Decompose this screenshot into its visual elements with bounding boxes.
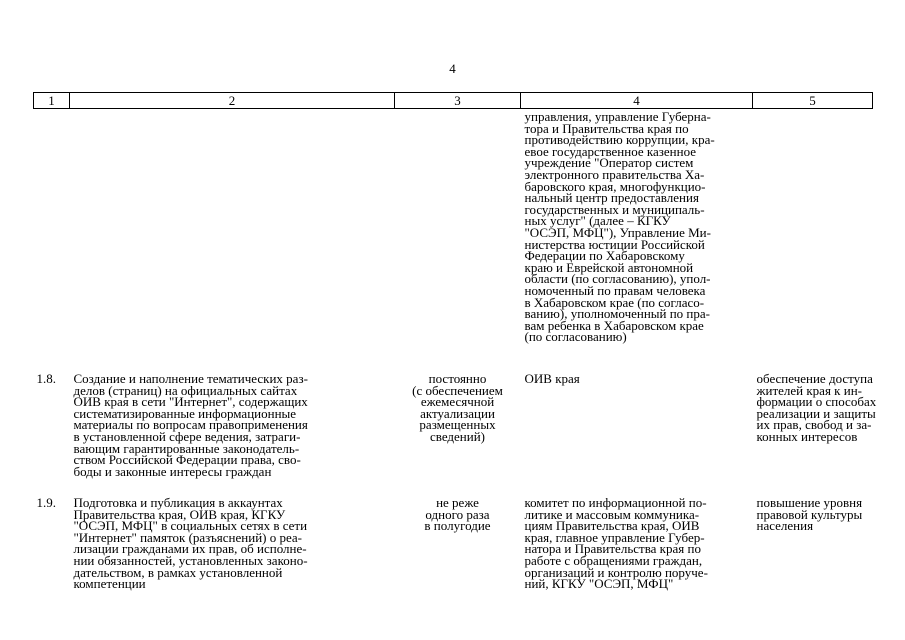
table-row xyxy=(34,491,873,590)
text-line: баровского края, многофункцио- xyxy=(524,178,706,194)
header-col-4: 4 xyxy=(521,93,753,109)
text-line: в полугодие xyxy=(424,518,491,534)
text-line: реализации и защиты xyxy=(756,405,876,421)
text-line: государственных и муниципаль- xyxy=(524,201,705,217)
plan-table xyxy=(33,92,877,592)
text-line: систематизированные информационные xyxy=(73,405,297,421)
executors-cell xyxy=(521,491,753,590)
text-line: сведений) xyxy=(429,428,485,444)
text-line: их прав, свобод и за- xyxy=(756,417,872,433)
text-line: дательством, в рамках установленной xyxy=(73,564,283,580)
text-line: обеспечение доступа xyxy=(756,371,873,386)
text-line: комитет по информационной по- xyxy=(524,495,707,510)
column-number-header xyxy=(34,93,873,109)
text-line: правовой культуры xyxy=(756,506,863,522)
text-line: конных интересов xyxy=(756,428,858,444)
text-line: натора и Правительства края по xyxy=(524,541,701,557)
header-col-5: 5 xyxy=(753,93,873,109)
term-cell xyxy=(395,369,521,491)
text-line: евое государственное казенное xyxy=(524,143,697,159)
text-line: электронного правительства Ха- xyxy=(524,166,705,182)
text-line: "Интернет" памяток (разъяснений) о реа- xyxy=(73,529,303,545)
result-cell xyxy=(753,109,873,370)
text-line: (по согласованию) xyxy=(524,329,627,345)
text-line: циям Правительства края, ОИВ xyxy=(524,518,700,534)
text-line: ОИВ края xyxy=(524,371,580,386)
text-line: Федерации по Хабаровскому xyxy=(524,248,685,264)
text-line: края, главное управление Губер- xyxy=(524,529,705,545)
text-line: ванию), уполномоченный по пра- xyxy=(524,306,710,322)
header-col-3: 3 xyxy=(395,93,521,109)
text-line: Подготовка и публикация в аккаунтах xyxy=(73,495,283,510)
text-line: нистерства юстиции Российской xyxy=(524,236,705,252)
text-line: ством Российской Федерации права, сво- xyxy=(73,452,301,468)
text-line: повышение уровня xyxy=(756,495,863,510)
executors-cell xyxy=(521,109,753,370)
activity-cell xyxy=(70,369,395,491)
executors-cell xyxy=(521,369,753,491)
text-line: "ОСЭП, МФЦ"), Управление Ми- xyxy=(524,224,711,240)
text-line: материалы по вопросам правоприменения xyxy=(73,417,308,433)
text-line: "ОСЭП, МФЦ" в социальных сетях в сети xyxy=(73,518,308,534)
text-line: в Хабаровском крае (по согласо- xyxy=(524,294,705,310)
result-cell xyxy=(753,491,873,590)
text-line: формации о способах xyxy=(756,394,877,410)
item-number-cell: 1.9. xyxy=(36,495,56,510)
text-line: области (по согласованию), упол- xyxy=(524,271,711,287)
text-line: ежемесячной xyxy=(420,394,495,410)
text-line: вающим гарантированные законодатель- xyxy=(73,440,300,456)
text-line: компетенции xyxy=(73,576,146,592)
text-line: Правительства края, ОИВ края, КГКУ xyxy=(73,506,286,522)
text-line: учреждение "Оператор систем xyxy=(524,155,694,171)
text-line: лизации гражданами их прав, об исполне- xyxy=(73,541,307,557)
item-number-cell xyxy=(34,109,70,370)
text-line: актуализации xyxy=(420,405,495,421)
text-line: ний, КГКУ "ОСЭП, МФЦ" xyxy=(524,576,674,592)
term-cell xyxy=(395,109,521,370)
header-col-1: 1 xyxy=(34,93,70,109)
item-number-cell: 1.8. xyxy=(36,371,56,386)
text-line: постоянно xyxy=(428,371,487,386)
activity-cell xyxy=(70,109,395,370)
text-line: жителей края к ин- xyxy=(756,382,862,398)
text-line: ОИВ края в сети "Интернет", содержащих xyxy=(73,394,308,410)
text-line: тора и Правительства края по xyxy=(524,120,689,136)
text-line: одного раза xyxy=(425,506,490,522)
text-line: не реже xyxy=(436,495,479,510)
activity-cell xyxy=(70,491,395,590)
text-line: управления, управление Губерна- xyxy=(524,109,711,124)
text-line: литике и массовым коммуника- xyxy=(524,506,700,522)
text-line: нии обязанностей, установленных законо- xyxy=(73,552,308,568)
table-row xyxy=(34,369,873,491)
text-line: работе с обращениями граждан, xyxy=(524,552,703,568)
text-line: делов (страниц) на официальных сайтах xyxy=(73,382,298,398)
page-number: 4 xyxy=(449,61,456,76)
text-line: боды и законные интересы граждан xyxy=(73,463,272,479)
header-col-2: 2 xyxy=(70,93,395,109)
text-line: вам ребенка в Хабаровском крае xyxy=(524,317,704,333)
text-line: Создание и наполнение тематических раз- xyxy=(73,371,308,386)
text-line: размещенных xyxy=(419,417,496,433)
text-line: организаций и контролю поруче- xyxy=(524,564,708,580)
text-line: краю и Еврейской автономной xyxy=(524,259,694,275)
text-line: (с обеспечением xyxy=(412,382,503,398)
text-line: номоченный по правам человека xyxy=(524,282,706,298)
table-row xyxy=(34,109,873,370)
text-line: ных услуг" (далее – КГКУ xyxy=(524,213,671,229)
result-cell xyxy=(753,369,877,491)
text-line: противодействию коррупции, кра- xyxy=(524,132,715,148)
text-line: в установленной сфере ведения, затраги- xyxy=(73,428,301,444)
text-line: населения xyxy=(756,518,814,534)
text-line: нальный центр предоставления xyxy=(524,190,699,206)
term-cell xyxy=(395,491,521,590)
